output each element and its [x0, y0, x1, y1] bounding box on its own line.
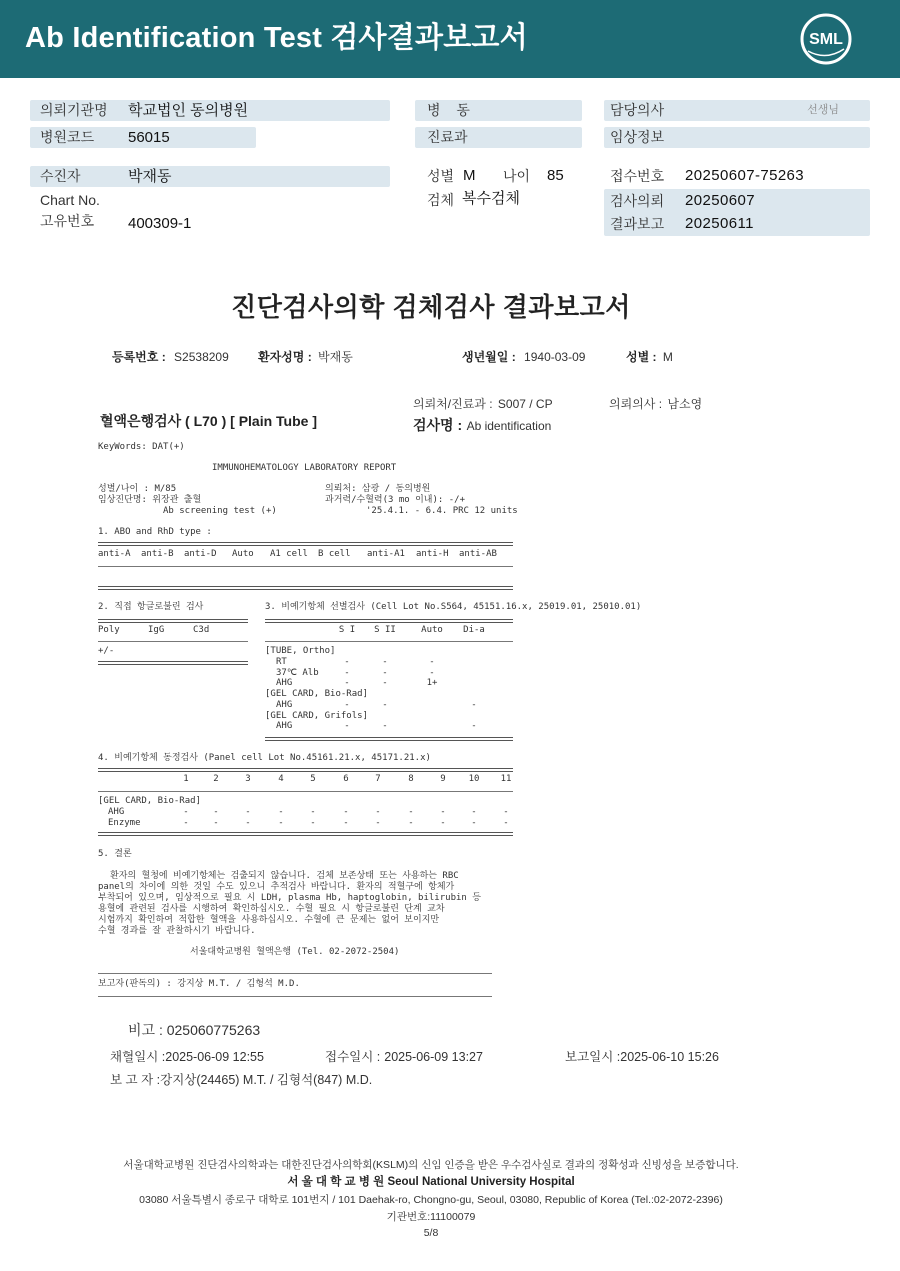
reporter	[110, 1073, 372, 1088]
dat-heading: 2. 직접 항글로불린 검사	[98, 602, 204, 612]
panel-result: -	[310, 818, 316, 828]
abo-column-header: anti-A	[98, 549, 131, 559]
blood-bank-contact: 서울대학교병원 혈액은행 (Tel. 02-2072-2504)	[190, 947, 400, 957]
panel-result: -	[471, 807, 477, 817]
reporter-label: 보 고 자 :	[110, 1073, 161, 1087]
abo-heading: 1. ABO and RhD type :	[98, 527, 212, 537]
report-title: 진단검사의학 검체검사 결과보고서	[231, 292, 631, 322]
screening-result: -	[344, 678, 350, 689]
remark	[128, 1021, 260, 1039]
institution-value: 학교법인 동의병원	[128, 102, 249, 119]
conclusion-line: 수혈 경과를 잘 관찰하시기 바랍니다.	[98, 926, 256, 936]
screening-phase: RT	[276, 656, 287, 667]
panel-cell-number: 10	[468, 774, 480, 784]
patient-name-value: 박재동	[318, 350, 353, 364]
report-reader: 보고자(판독의) : 강지상 M.T. / 김형석 M.D.	[98, 979, 300, 989]
screening-result: 1+	[426, 678, 438, 689]
screening-result: -	[429, 667, 435, 678]
receipt-number-value: 20250607-75263	[685, 167, 805, 184]
age-value: 85	[547, 167, 564, 184]
institution-field	[30, 100, 390, 121]
panel-cell-number: 6	[343, 774, 349, 784]
sml-logo	[798, 11, 854, 67]
test-name-label: 검사명 :	[413, 417, 463, 433]
screening-result: -	[382, 667, 388, 678]
dates-field	[604, 189, 870, 236]
abo-column-header: anti-H	[416, 549, 449, 559]
reported-time	[565, 1050, 719, 1065]
dat-result: +/-	[98, 646, 115, 656]
screening-result: -	[344, 656, 350, 667]
screening-column-header: Di-a	[463, 625, 485, 635]
panel-cell-number: 2	[213, 774, 219, 784]
collected-time-value: 2025-06-09 12:55	[165, 1050, 264, 1064]
certification-statement: 서울대학교병원 진단검사의학과는 대한진단검사의학회(KSLM)의 신임 인증을 받은 우수검사실로 결과의 정확성과 신빙성을 보증합니다.	[123, 1159, 739, 1171]
requesting-doctor-value: 남소영	[667, 397, 703, 411]
panel-result: -	[408, 807, 414, 817]
panel-result: -	[183, 807, 189, 817]
panel-cell-number: 3	[245, 774, 251, 784]
requester	[413, 397, 553, 411]
panel-result: -	[310, 807, 316, 817]
birth-date-value: 1940-03-09	[524, 350, 586, 364]
divider	[265, 619, 513, 623]
panel-phase: Enzyme	[108, 818, 141, 828]
clinical-diagnosis-detail: Ab screening test (+)	[163, 506, 277, 516]
screening-column-header: S II	[374, 625, 396, 635]
ward-field	[415, 100, 582, 121]
panel-result: -	[408, 818, 414, 828]
ward-label: 병 동	[427, 102, 470, 118]
logo-text: SML	[809, 31, 843, 48]
divider	[98, 832, 513, 836]
page-number: 5/8	[423, 1227, 439, 1239]
panel-result: -	[375, 807, 381, 817]
conclusion-line: 부착되어 있으며, 임상적으로 필요 시 LDH, plasma Hb, haptoglobin, bilirubin 등	[98, 893, 481, 903]
registration-number-value: S2538209	[174, 350, 229, 364]
divider	[98, 791, 513, 792]
institution-label: 의뢰기관명	[40, 102, 108, 118]
sex-age: 성별/나이 : M/85	[98, 484, 177, 494]
panel-result: -	[278, 818, 284, 828]
clinical-diagnosis: 임상진단명: 위장관 출혈	[98, 495, 202, 505]
remark-value: 025060775263	[166, 1022, 261, 1038]
screening-phase: AHG	[276, 721, 293, 732]
referral: 의뢰처: 삼광 / 동의병원	[325, 484, 431, 494]
divider	[98, 566, 513, 567]
abo-column-header: A1 cell	[270, 549, 308, 559]
panel-cell-number: 1	[183, 774, 189, 784]
doctor-field	[604, 100, 870, 121]
report-sex	[626, 350, 673, 364]
report-sex-label: 성별 :	[626, 350, 657, 364]
screening-phase: 37℃ Alb	[276, 667, 319, 678]
panel-result: -	[503, 807, 509, 817]
requester-label: 의뢰처/진료과 :	[413, 397, 493, 411]
clinical-info-label: 임상정보	[610, 129, 665, 145]
receipt-number-label: 접수번호	[610, 168, 665, 184]
patient-name-label: 환자성명 :	[258, 350, 312, 364]
screening-result: -	[344, 667, 350, 678]
reported-time-value: 2025-06-10 15:26	[620, 1050, 719, 1064]
panel-cell-number: 8	[408, 774, 414, 784]
reporter-value: 강지상(24465) M.T. / 김형석(847) M.D.	[160, 1073, 373, 1087]
screening-result: -	[382, 699, 388, 710]
test-group: 혈액은행검사 ( L70 ) [ Plain Tube ]	[100, 413, 318, 429]
abo-column-header: Auto	[232, 549, 254, 559]
panel-phase: AHG	[108, 807, 125, 817]
panel-result: -	[503, 818, 509, 828]
conclusion-heading: 5. 결론	[98, 849, 132, 859]
panel-result: -	[278, 807, 284, 817]
screening-result: -	[382, 656, 388, 667]
test-name-value: Ab identification	[466, 419, 552, 433]
doctor-suffix: 선생님	[807, 104, 839, 116]
specimen-label: 검체	[427, 192, 455, 208]
dat-column-header: IgG	[148, 625, 165, 635]
divider	[98, 973, 492, 974]
hospital-code-value: 56015	[128, 129, 170, 146]
screening-method: [GEL CARD, Bio-Rad]	[265, 689, 368, 699]
unique-number-value: 400309-1	[128, 215, 192, 232]
hospital-name: 서 울 대 학 교 병 원 Seoul National University Hospital	[287, 1176, 575, 1188]
panel-result: -	[245, 818, 251, 828]
screening-method: [TUBE, Ortho]	[265, 646, 336, 656]
divider	[98, 586, 513, 590]
transfusion-history: 과거력/수혈력(3 mo 이내): -/+	[325, 495, 465, 505]
screening-result: -	[382, 678, 388, 689]
panel-cell-number: 4	[278, 774, 284, 784]
received-time	[325, 1050, 483, 1065]
collected-time	[110, 1050, 264, 1065]
screening-result: -	[429, 656, 435, 667]
institution-number: 기관번호:11100079	[386, 1211, 476, 1223]
conclusion-line: 환자의 혈청에 비예기항체는 검출되지 않습니다. 검체 보존상태 또는 사용하는 RBC	[110, 871, 459, 881]
divider	[98, 996, 492, 997]
department-field	[415, 127, 582, 148]
lab-report-title: IMMUNOHEMATOLOGY LABORATORY REPORT	[212, 463, 397, 473]
divider	[98, 641, 248, 642]
screening-phase: AHG	[276, 678, 293, 689]
patient-field	[30, 166, 390, 187]
abo-column-header: anti-A1	[367, 549, 405, 559]
panel-cell-number: 11	[500, 774, 512, 784]
conclusion-line: 용혈에 관련된 검사를 시행하여 확인하십시오. 수혈 필요 시 항글로불린 단계 교차	[98, 904, 445, 914]
patient-name	[258, 350, 353, 364]
report-header-title: Ab Identification Test 검사결과보고서	[25, 22, 528, 54]
abo-column-header: B cell	[318, 549, 351, 559]
patient-value: 박재동	[128, 168, 172, 185]
panel-result: -	[343, 818, 349, 828]
request-date-label: 검사의뢰	[610, 193, 665, 209]
birth-date-label: 생년월일 :	[462, 350, 516, 364]
requesting-doctor-label: 의뢰의사 :	[609, 397, 663, 411]
report-sex-value: M	[662, 350, 673, 364]
clinical-info-field	[604, 127, 870, 148]
doctor-label: 담당의사	[610, 102, 665, 118]
panel-result: -	[375, 818, 381, 828]
panel-cell-number: 7	[375, 774, 381, 784]
hospital-address: 03080 서울특별시 종로구 대학로 101번지 / 101 Daehak-ro, Chongno-gu, Seoul, 03080, Republic of Korea (Tel.:02-2072-2396)	[139, 1194, 723, 1206]
divider	[98, 542, 513, 546]
abo-column-header: anti-D	[184, 549, 217, 559]
screening-result: -	[471, 699, 477, 710]
hospital-code-label: 병원코드	[40, 129, 95, 145]
reported-time-label: 보고일시 :	[565, 1050, 621, 1064]
result-date-value: 20250611	[685, 215, 754, 232]
screening-column-header: S I	[338, 625, 356, 635]
panel-result: -	[245, 807, 251, 817]
hospital-code-field	[30, 127, 256, 148]
panel-result: -	[440, 807, 446, 817]
panel-result: -	[471, 818, 477, 828]
registration-number-label: 등록번호 :	[112, 350, 166, 364]
panel-heading: 4. 비예기항체 동정검사 (Panel cell Lot No.45161.21.x, 45171.21.x)	[98, 753, 431, 763]
department-label: 진료과	[427, 129, 468, 145]
requesting-doctor	[609, 397, 702, 411]
divider	[265, 641, 513, 642]
birth-date	[462, 350, 585, 364]
screening-result: -	[382, 721, 388, 732]
received-time-label: 접수일시 :	[325, 1050, 381, 1064]
dat-column-header: C3d	[193, 625, 210, 635]
patient-label: 수진자	[40, 168, 81, 184]
panel-cell-number: 9	[440, 774, 446, 784]
panel-result: -	[183, 818, 189, 828]
abo-column-header: anti-B	[141, 549, 174, 559]
unique-number-label: 고유번호	[40, 213, 95, 229]
panel-result: -	[213, 818, 219, 828]
age-label: 나이	[503, 168, 531, 184]
panel-result: -	[213, 807, 219, 817]
screening-heading: 3. 비예기항체 선별검사 (Cell Lot No.S564, 45151.16.x, 25019.01, 25010.01)	[265, 602, 642, 612]
request-date-value: 20250607	[685, 192, 755, 209]
panel-method: [GEL CARD, Bio-Rad]	[98, 796, 201, 806]
test-name	[413, 416, 551, 435]
sex-label: 성별	[427, 168, 455, 184]
divider	[265, 737, 513, 741]
registration-number	[112, 350, 229, 364]
conclusion-line: 시험까지 확인하여 적합한 혈액을 사용하십시오. 수혈에 큰 문제는 없어 보이지만	[98, 915, 440, 925]
remark-label: 비고 :	[128, 1022, 163, 1038]
panel-result: -	[343, 807, 349, 817]
divider	[98, 619, 248, 623]
conclusion-line: panel의 차이에 의한 것일 수도 있으니 추적검사 바랍니다. 환자의 적혈구에 항체가	[98, 882, 455, 892]
keywords: KeyWords: DAT(+)	[98, 442, 185, 452]
divider	[98, 768, 513, 772]
screening-result: -	[471, 721, 477, 732]
sex-value: M	[463, 167, 476, 184]
screening-result: -	[344, 721, 350, 732]
result-date-label: 결과보고	[610, 216, 665, 232]
panel-result: -	[440, 818, 446, 828]
screening-method: [GEL CARD, Grifols]	[265, 710, 368, 721]
title-bar	[0, 0, 900, 78]
received-time-value: 2025-06-09 13:27	[384, 1050, 483, 1064]
screening-column-header: Auto	[421, 625, 443, 635]
abo-column-header: anti-AB	[459, 549, 497, 559]
transfusion-history-detail: '25.4.1. - 6.4. PRC 12 units	[366, 506, 518, 516]
divider	[98, 661, 248, 665]
screening-result: -	[344, 699, 350, 710]
dat-column-header: Poly	[98, 625, 120, 635]
requester-value: S007 / CP	[497, 397, 553, 411]
specimen-value: 복수검체	[462, 190, 520, 207]
chart-number-label: Chart No.	[40, 192, 100, 208]
panel-cell-number: 5	[310, 774, 316, 784]
collected-time-label: 채혈일시 :	[110, 1050, 166, 1064]
screening-phase: AHG	[276, 699, 293, 710]
